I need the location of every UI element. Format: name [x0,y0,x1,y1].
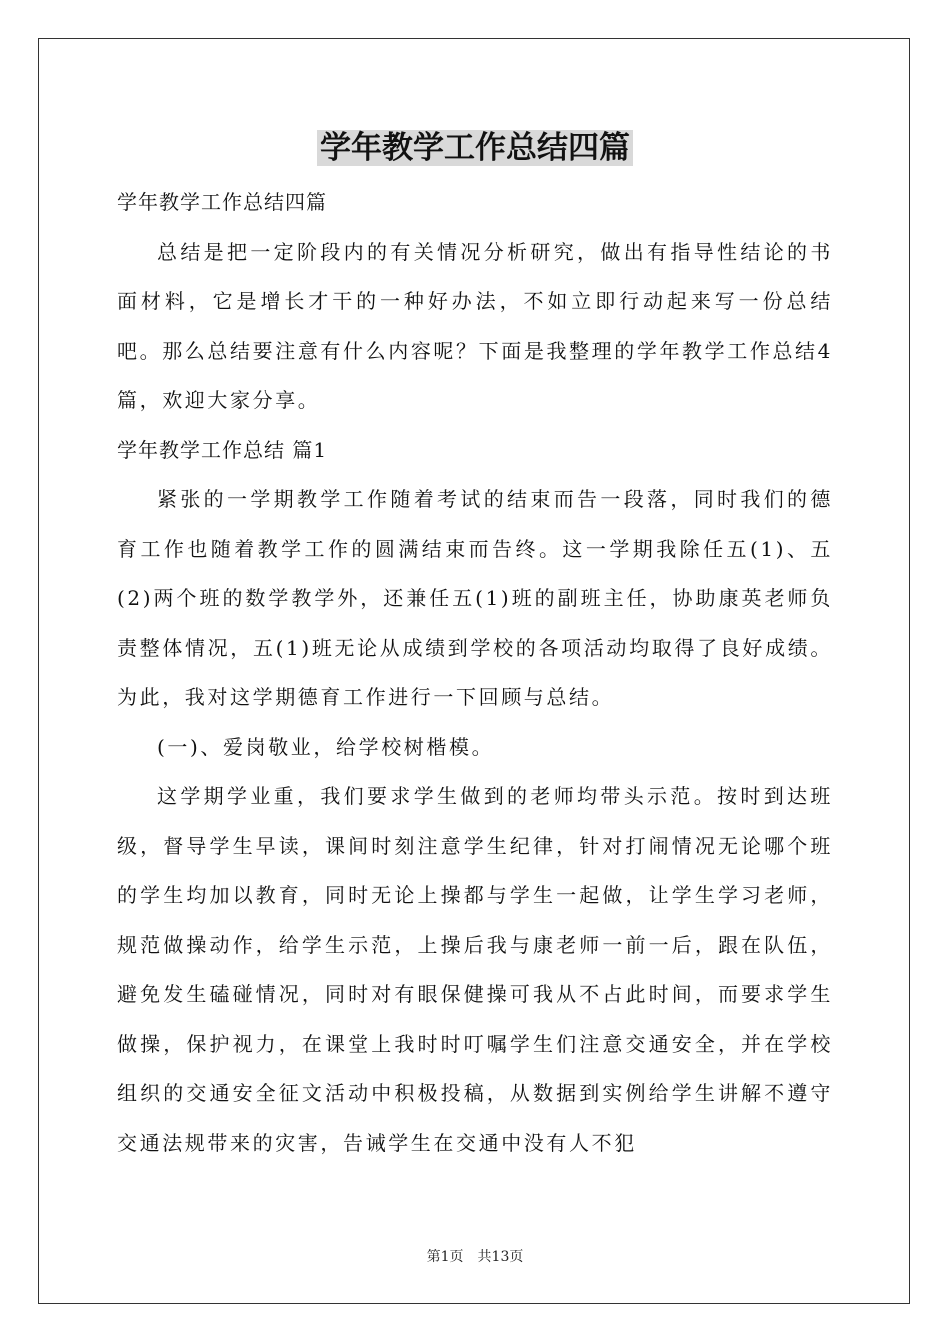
page-footer [0,1248,950,1266]
section-heading: 学年教学工作总结 篇1 [117,437,328,462]
document-title-text: 学年教学工作总结四篇 [317,130,633,166]
body-paragraph: 这学期学业重，我们要求学生做到的老师均带头示范。按时到达班级，督导学生早读，课间时刻注意学生纪律，针对打闹情况无论哪个班的学生均加以教育，同时无论上操都与学生一起做，让学生学习老师，规范做操动作，给学生示范，上操后我与康老师一前一后，跟在队伍，避免发生磕碰情况，同时对有眼保健操可我从不占此时间，而要求学生做操，保护视力，在课堂上我时时叮嘱学生们注意交通安全，并在学校组织的交通安全征文活动中积极投稿，从数据到实例给学生讲解不遵守交通法规带来的灾害，告诫学生在交通中没有人不犯 [117,784,833,1155]
subsection-heading: (一)、爱岗敬业，给学校树楷模。 [157,734,495,759]
document-subtitle: 学年教学工作总结四篇 [117,190,327,214]
intro-paragraph: 总结是把一定阶段内的有关情况分析研究，做出有指导性结论的书面材料，它是增长才干的一种好办法，不如立即行动起来写一份总结吧。那么总结要注意有什么内容呢？下面是我整理的学年教学工作总结4篇，欢迎大家分享。 [117,239,833,412]
document-title [0,126,950,170]
page-count: 共13页 [477,1249,524,1265]
page-number: 第1页 [426,1249,464,1265]
document-body [117,178,833,1168]
body-paragraph: 紧张的一学期教学工作随着考试的结束而告一段落，同时我们的德育工作也随着教学工作的圆满结束而告终。这一学期我除任五(1)、五(2)两个班的数学教学外，还兼任五(1)班的副班主任，协助康英老师负责整体情况，五(1)班无论从成绩到学校的各项活动均取得了良好成绩。为此，我对这学期德育工作进行一下回顾与总结。 [117,487,833,709]
